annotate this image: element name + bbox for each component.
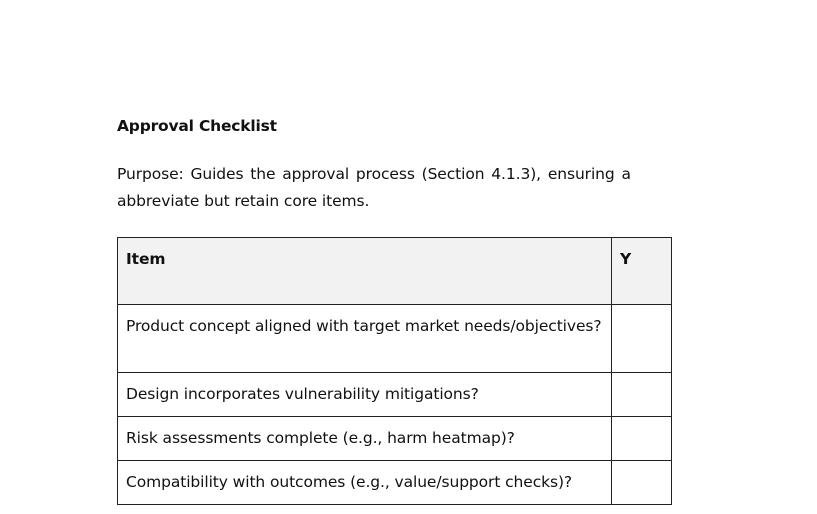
header-item: Item <box>118 238 612 305</box>
table-row <box>118 461 672 505</box>
purpose-text-line-2: abbreviate but retain core items. <box>117 192 370 210</box>
table-header-row <box>118 238 672 305</box>
checklist-yes-cell <box>612 417 672 461</box>
checklist-item: Product concept aligned with target market needs/objectives? <box>118 305 612 373</box>
checklist-item: Design incorporates vulnerability mitigations? <box>118 373 612 417</box>
checklist-yes-cell <box>612 461 672 505</box>
approval-checklist-table <box>117 237 672 505</box>
purpose-text-line-1: Purpose: Guides the approval process (Section 4.1.3), ensuring a <box>117 165 631 183</box>
checklist-item: Compatibility with outcomes (e.g., value/support checks)? <box>118 461 612 505</box>
section-heading: Approval Checklist <box>117 117 277 135</box>
table-row <box>118 417 672 461</box>
checklist-yes-cell <box>612 373 672 417</box>
table-row <box>118 305 672 373</box>
header-yes: Y <box>612 238 672 305</box>
checklist-item: Risk assessments complete (e.g., harm heatmap)? <box>118 417 612 461</box>
table-row <box>118 373 672 417</box>
checklist-yes-cell <box>612 305 672 373</box>
